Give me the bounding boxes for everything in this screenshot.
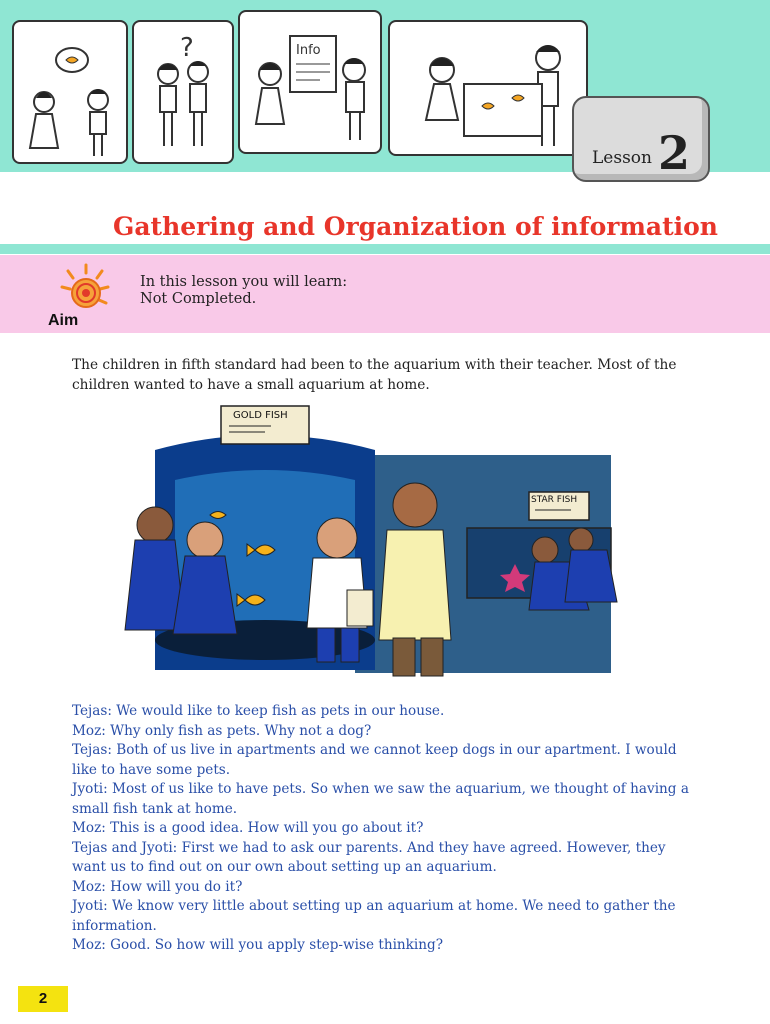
comic-panel-2 [132,20,234,164]
lesson-badge [566,88,714,188]
dialogue-line: Moz: How will you do it? [72,878,243,895]
dialogue-line: Moz: Why only fish as pets. Why not a dog? [72,722,372,739]
star-fish-sign: STAR FISH [531,495,578,505]
svg-text:?: ? [180,33,194,63]
comic-panel-1 [12,20,128,164]
dialogue-list [72,702,692,956]
aquarium-illustration [115,400,625,680]
dialogue-line: Tejas: We would like to keep fish as pets in our house. [72,703,445,719]
page-title: Gathering and Organization of information [112,212,718,241]
dialogue-line: Tejas and Jyoti: First we had to ask our parents. And they have agreed. However, they want us to find out on our own about setting up an aquarium. [72,839,666,875]
aim-icon-label: Aim [48,312,79,329]
title-divider [0,244,770,254]
kids-with-info-poster-drawing [240,12,380,152]
dialogue-line: Tejas: Both of us live in apartments and we cannot keep dogs in our apartment. I would like to have some pets. [72,742,677,778]
dialogue-line: Moz: Good. So how will you apply step-wise thinking? [72,937,444,953]
dialogue-line: Jyoti: We know very little about setting up an aquarium at home. We need to gather the information. [72,898,676,934]
aim-status: Not Completed. [140,291,257,307]
aim-text [140,274,347,308]
kids-at-fish-tank-drawing [390,22,586,154]
dialogue-line: Moz: This is a good idea. How will you go about it? [72,820,424,836]
aim-box [0,255,770,333]
aim-target-icon [44,261,114,329]
info-sign-text: Info [296,43,321,58]
aquarium-scene-image [115,400,625,680]
lesson-label: Lesson [592,148,652,168]
comic-panel-4 [388,20,588,156]
page-number-badge: 2 [18,986,68,1012]
kids-wondering-drawing [134,22,232,162]
kids-with-fishbowl-drawing [14,22,126,162]
aim-heading: In this lesson you will learn: [140,274,348,290]
comic-panel-3 [238,10,382,154]
top-banner [0,0,770,180]
intro-paragraph: The children in fifth standard had been to the aquarium with their teacher. Most of the children wanted to have a small aquarium at home. [72,357,677,393]
dialogue-line: Jyoti: Most of us like to have pets. So when we saw the aquarium, we thought of having a small fish tank at home. [72,781,689,817]
lesson-number: 2 [658,126,691,180]
gold-fish-sign: GOLD FISH [233,410,288,421]
